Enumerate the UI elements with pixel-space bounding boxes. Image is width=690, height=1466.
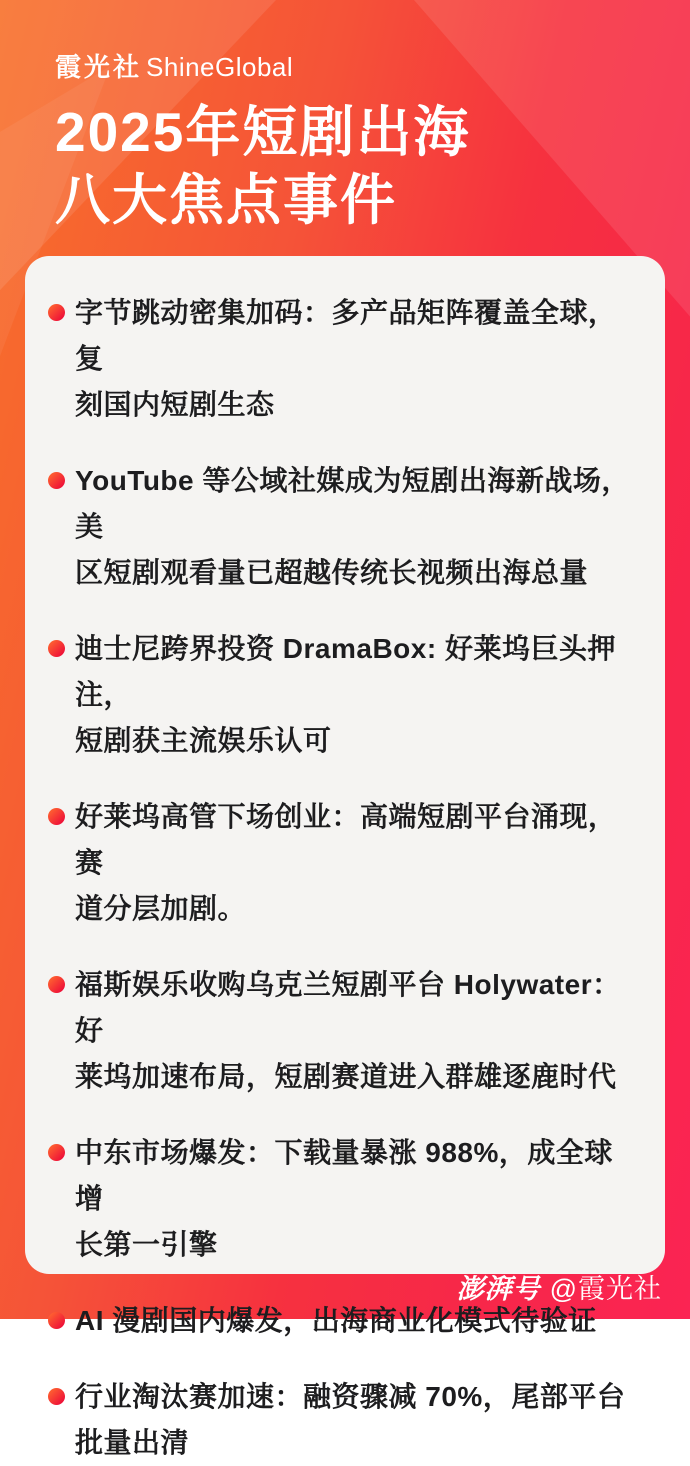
list-item (48, 962, 640, 1100)
list-item-text (75, 458, 640, 596)
list-item-text (75, 1130, 640, 1268)
list-item (48, 1374, 640, 1466)
bullet-dot-icon (48, 1312, 65, 1329)
page-title (55, 98, 470, 234)
list-item-line: AI 漫剧国内爆发，出海商业化模式待验证 (75, 1305, 597, 1336)
list-item (48, 1130, 640, 1268)
bullet-dot-icon (48, 1144, 65, 1161)
bullet-dot-icon (48, 808, 65, 825)
list-item-line: 刻国内短剧生态 (75, 389, 275, 420)
list-item-text (75, 626, 640, 764)
list-item-line: YouTube 等公域社媒成为短剧出海新战场，美 (75, 465, 630, 542)
list-item-line: 区短剧观看量已超越传统长视频出海总量 (75, 557, 589, 588)
list-item-line: 中东市场爆发：下载量暴涨 988%，成全球增 (75, 1137, 613, 1214)
list-item (48, 290, 640, 428)
list-item-line: 行业淘汰赛加速：融资骤减 70%，尾部平台 (75, 1381, 626, 1412)
bullet-dot-icon (48, 472, 65, 489)
bullet-dot-icon (48, 976, 65, 993)
list-item (48, 794, 640, 932)
list-item-text (75, 290, 640, 428)
list-item-line: 福斯娱乐收购乌克兰短剧平台 Holywater：好 (75, 969, 621, 1046)
list-item-line: 字节跳动密集加码：多产品矩阵覆盖全球，复 (75, 297, 617, 374)
bullet-dot-icon (48, 640, 65, 657)
list-item-text (75, 962, 640, 1100)
list-item-line: 好莱坞高管下场创业：高端短剧平台涌现，赛 (75, 801, 617, 878)
list-item-line: 批量出清 (75, 1427, 190, 1458)
watermark-platform: 澎湃号 (456, 1274, 541, 1304)
bullet-dot-icon (48, 1388, 65, 1405)
list-item-line: 迪士尼跨界投资 DramaBox: 好莱坞巨头押注， (75, 633, 616, 710)
list-item (48, 626, 640, 764)
page-title-line-1: 2025年短剧出海 (55, 101, 471, 163)
list-item-line: 长第一引擎 (75, 1229, 218, 1260)
brand-logo-chinese: 霞光社 (55, 52, 143, 82)
brand-logo-english: ShineGlobal (146, 52, 294, 82)
list-item (48, 458, 640, 596)
list-item-line: 莱坞加速布局，短剧赛道进入群雄逐鹿时代 (75, 1061, 617, 1092)
brand-logo (55, 50, 293, 84)
bullet-dot-icon (48, 304, 65, 321)
list-item-text (75, 794, 640, 932)
page-title-line-2: 八大焦点事件 (55, 169, 398, 231)
list-item-line: 短剧获主流娱乐认可 (75, 725, 332, 756)
watermark-handle: @霞光社 (549, 1274, 662, 1304)
list-item-text (75, 1374, 625, 1466)
watermark (457, 1273, 662, 1305)
list-item-line: 道分层加剧。 (75, 893, 247, 924)
